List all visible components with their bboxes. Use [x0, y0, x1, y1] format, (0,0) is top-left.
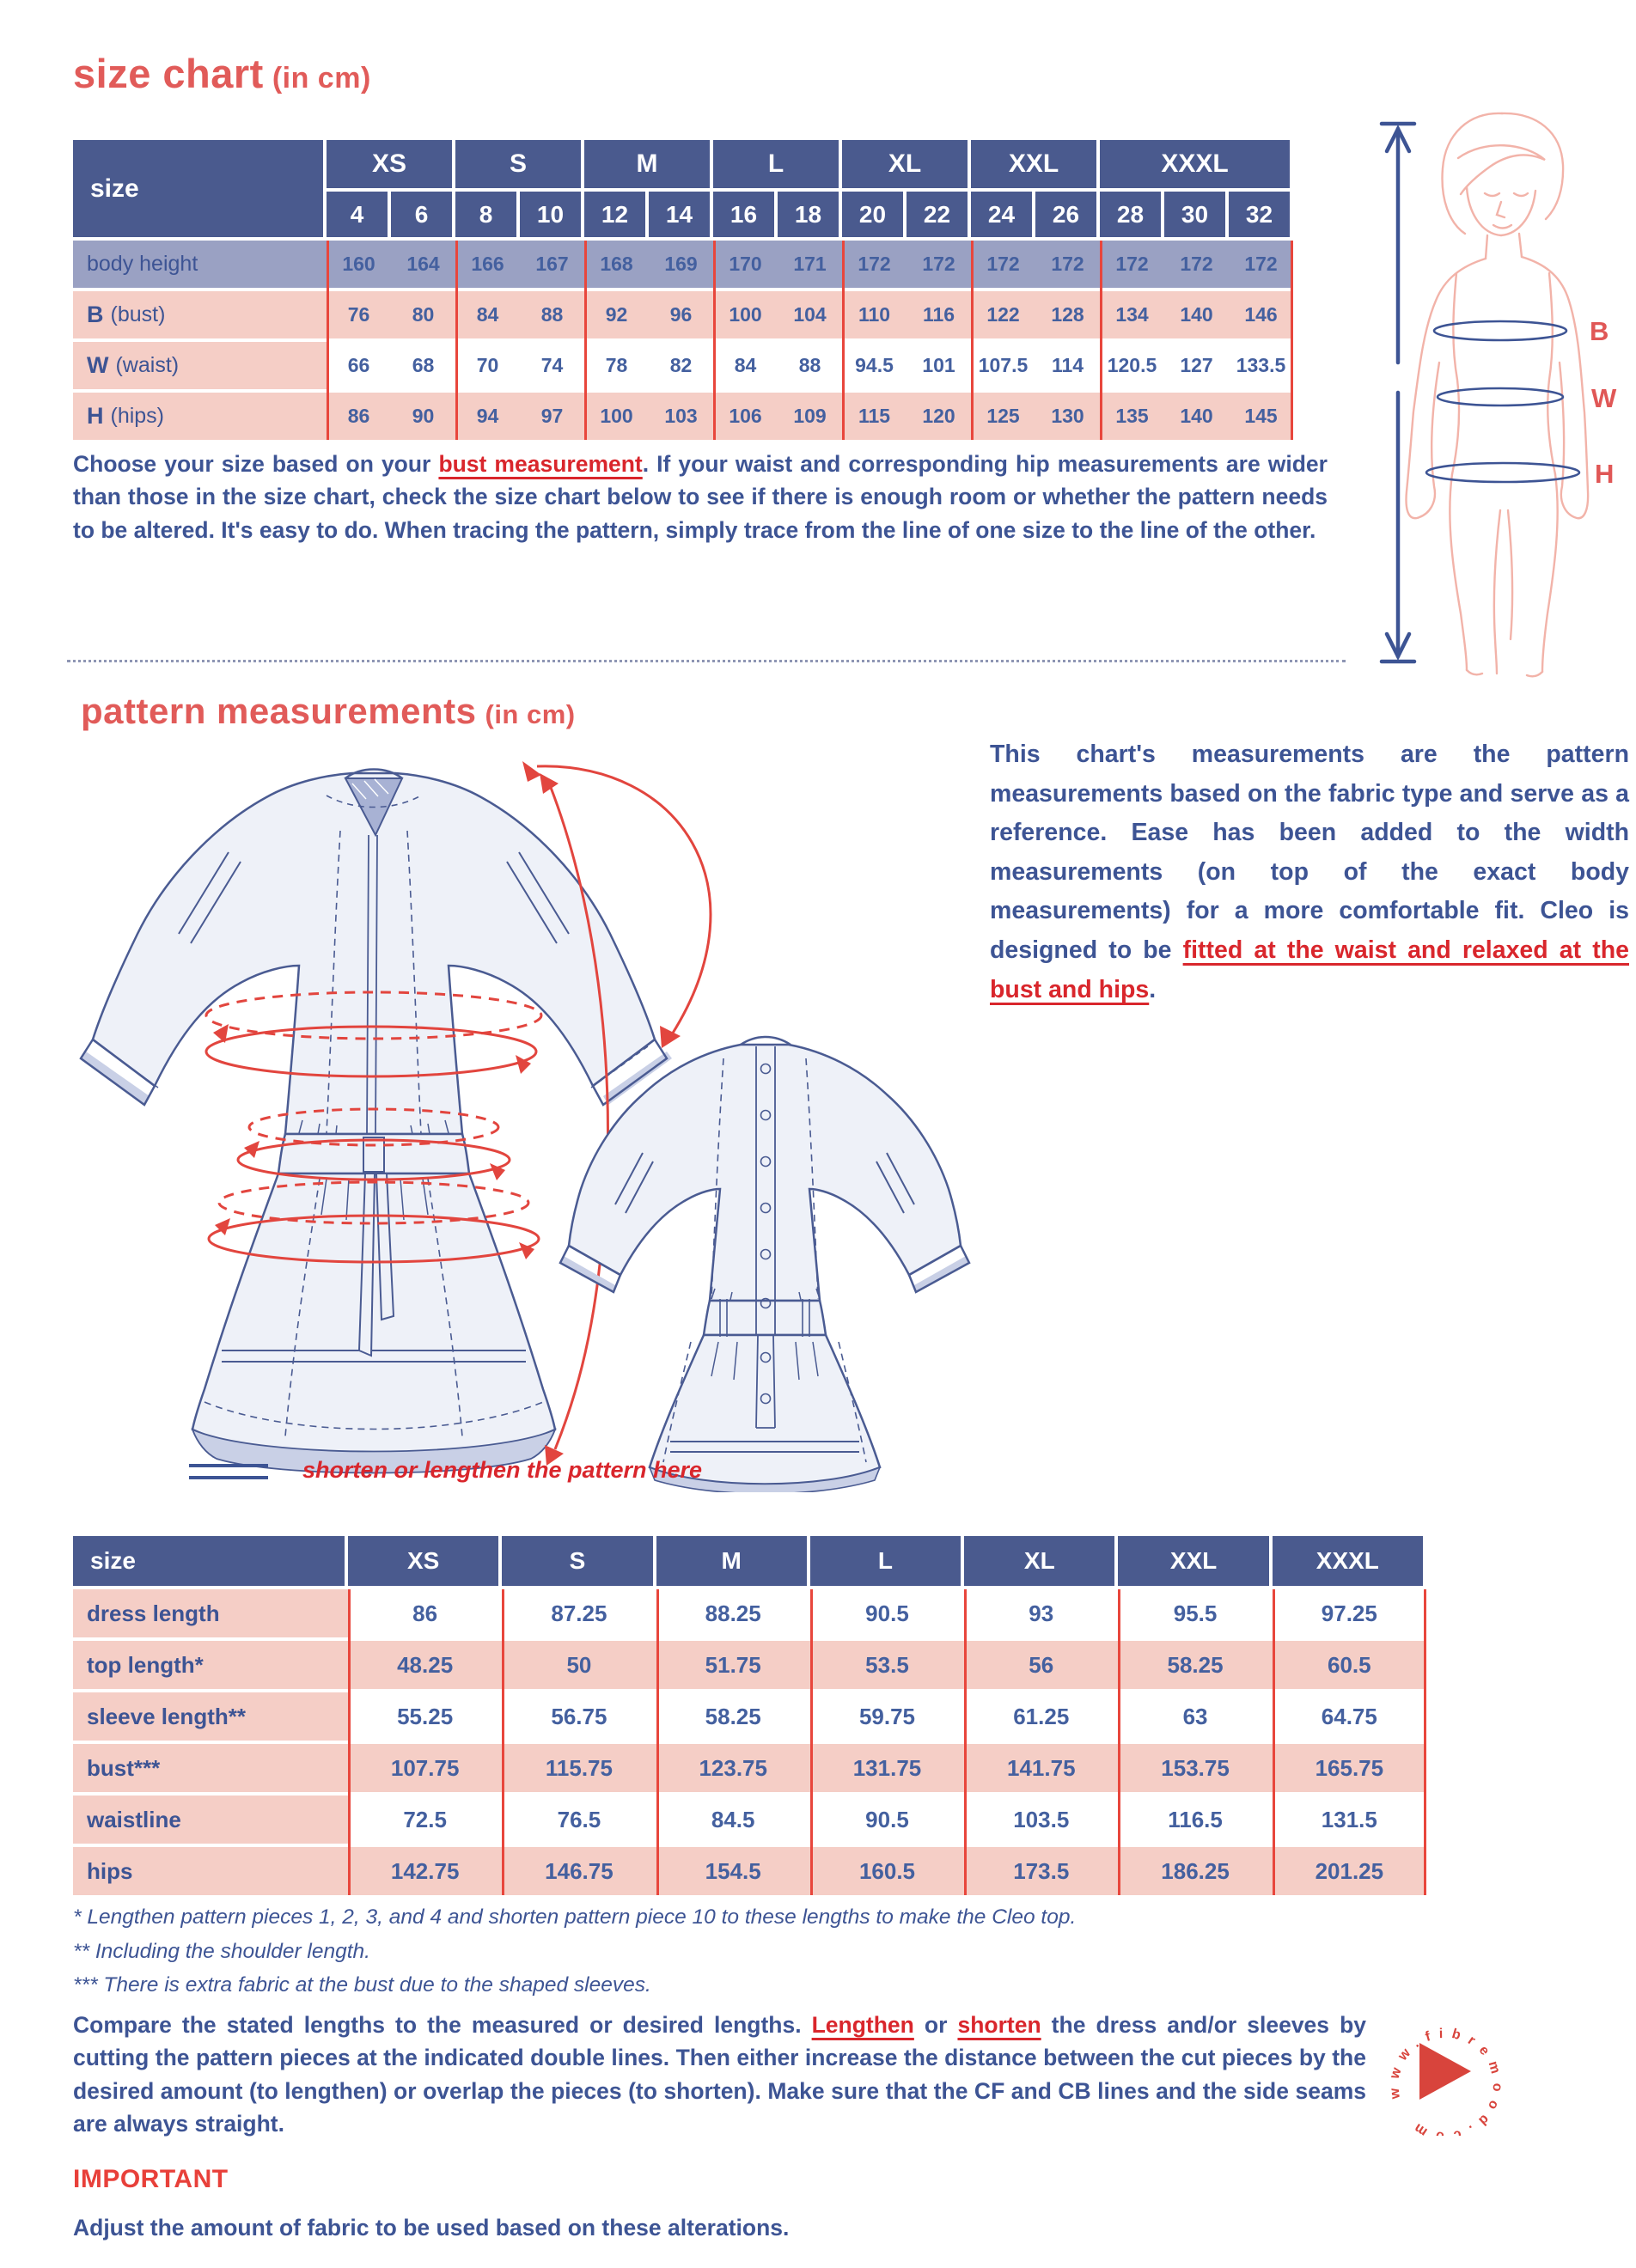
size-chart-corner: size [73, 140, 323, 237]
size-chart-value: 97 [540, 405, 564, 427]
column-separator-line [1273, 1589, 1275, 1895]
bust-label: B [1590, 316, 1611, 346]
size-chart-value: 164 [406, 253, 440, 275]
size-number-header: 32 [1229, 192, 1290, 237]
pattern-table-value: 61.25 [1013, 1703, 1070, 1729]
size-chart-value: 101 [922, 354, 955, 376]
size-chart-value: 169 [664, 253, 698, 275]
dress-technical-drawings [69, 749, 1134, 1492]
size-chart-value: 167 [535, 253, 569, 275]
column-separator-line [810, 1589, 813, 1895]
pattern-table-value: 153.75 [1161, 1754, 1230, 1781]
row-label: W (waist) [73, 342, 327, 389]
body-measurement-figure [1364, 105, 1633, 680]
play-triangle-icon [1419, 2043, 1471, 2100]
size-chart-table [73, 140, 1293, 441]
size-chart-value: 103 [664, 405, 698, 427]
size-chart-value: 135 [1115, 405, 1149, 427]
pattern-table-value: 48.25 [397, 1651, 454, 1678]
size-group-header: XXXL [1100, 140, 1290, 188]
size-chart-value: 133.5 [1236, 354, 1286, 376]
section-divider [67, 660, 1346, 662]
svg-text:www.fibremood.com: www.fibremood.com [1387, 2026, 1504, 2136]
size-chart-value: 90 [412, 405, 435, 427]
pattern-table-value: 142.75 [390, 1857, 460, 1884]
pattern-table-value: 84.5 [711, 1806, 755, 1832]
pattern-table-value: 59.75 [858, 1703, 916, 1729]
important-heading: IMPORTANT [73, 2165, 229, 2193]
size-chart-value: 92 [605, 303, 628, 326]
pattern-table-value: 123.75 [699, 1754, 767, 1781]
pattern-table-value: 116.5 [1168, 1806, 1223, 1832]
size-chart-value: 78 [605, 354, 628, 376]
size-chart-value: 160 [342, 253, 375, 275]
pattern-table-value: 115.75 [545, 1754, 613, 1781]
size-chart-value: 68 [412, 354, 435, 376]
size-chart-value: 114 [1051, 354, 1084, 376]
pattern-table-value: 160.5 [858, 1857, 916, 1884]
size-chart-value: 110 [858, 303, 891, 326]
column-separator-line [1424, 1589, 1426, 1895]
size-chart-value: 109 [793, 405, 827, 427]
pattern-table-row [73, 1641, 1426, 1689]
paragraph-text: Choose your size based on your [73, 451, 439, 477]
row-label: waistline [73, 1796, 348, 1844]
size-number-header: 20 [842, 192, 903, 237]
pattern-table-value: 95.5 [1173, 1600, 1218, 1626]
size-chart-value: 94 [476, 405, 499, 427]
pattern-table-value: 93 [1029, 1600, 1054, 1626]
pattern-size-header: XS [348, 1536, 498, 1586]
pattern-size-header: XXXL [1273, 1536, 1423, 1586]
size-group-header: S [455, 140, 581, 188]
size-chart-value: 166 [471, 253, 504, 275]
pattern-table-value: 50 [566, 1651, 592, 1678]
size-chart-value: 94.5 [855, 354, 894, 376]
pattern-table-value: 146.75 [545, 1857, 614, 1884]
group-separator-line [1100, 241, 1102, 440]
pattern-table-value: 60.5 [1328, 1651, 1371, 1678]
paragraph-text: . [1149, 975, 1157, 1003]
size-chart-value: 168 [600, 253, 633, 275]
paragraph-text: . If your waist and corresponding hip measurements are wider than those in the size chart, check the size chart below to see if there is enough room or whether the pattern needs to be altered. It's easy to do. When tracing the pattern, simply trace from the line of one size to the line of the other. [73, 451, 1328, 543]
group-separator-line [1291, 241, 1293, 440]
shorten-emphasis: shorten [957, 2012, 1041, 2038]
pattern-table-value: 201.25 [1315, 1857, 1384, 1884]
size-chart-row [73, 342, 1293, 389]
size-chart-value: 134 [1115, 303, 1149, 326]
pattern-table-value: 76.5 [557, 1806, 601, 1832]
pattern-table-value: 90.5 [865, 1600, 909, 1626]
pattern-table-value: 88.25 [705, 1600, 761, 1626]
pattern-table-value: 55.25 [397, 1703, 454, 1729]
pattern-table-value: 63 [1182, 1703, 1208, 1729]
size-number-header: 8 [455, 192, 516, 237]
size-chart-value: 100 [600, 405, 633, 427]
pattern-table-value: 72.5 [403, 1806, 447, 1832]
pattern-table-value: 131.5 [1321, 1806, 1377, 1832]
size-chart-value: 96 [669, 303, 693, 326]
group-separator-line [455, 241, 458, 440]
size-chart-value: 172 [1180, 253, 1213, 275]
size-chart-value: 120.5 [1107, 354, 1157, 376]
size-number-header: 14 [649, 192, 710, 237]
footnote: ** Including the shoulder length. [73, 1939, 370, 1963]
pattern-table-value: 107.75 [390, 1754, 460, 1781]
pattern-measurements-title: pattern measurements (in cm) [81, 691, 576, 731]
pattern-table-value: 90.5 [865, 1806, 909, 1832]
bust-measurement-emphasis: bust measurement [438, 451, 643, 477]
size-group-header: L [713, 140, 839, 188]
row-label: top length* [73, 1641, 348, 1689]
important-text: Adjust the amount of fabric to be used based on these alterations. [73, 2215, 790, 2241]
size-chart-value: 172 [858, 253, 891, 275]
size-chart-value: 146 [1244, 303, 1278, 326]
column-separator-line [348, 1589, 351, 1895]
size-chart-value: 82 [669, 354, 693, 376]
shorten-lengthen-legend: shorten or lengthen the pattern here [302, 1457, 703, 1483]
size-chart-value: 115 [858, 405, 891, 427]
size-number-header: 16 [713, 192, 774, 237]
fit-emphasis: fitted at the waist and relaxed at the bust and hips [990, 936, 1629, 1003]
footnote: * Lengthen pattern pieces 1, 2, 3, and 4 and shorten pattern piece 10 to these lengths to make the Cleo top. [73, 1905, 1077, 1929]
size-chart-value: 107.5 [978, 354, 1029, 376]
size-advice-paragraph [73, 448, 1328, 546]
pattern-size-header: M [656, 1536, 807, 1586]
dress-front-illustration [81, 770, 672, 1473]
size-chart-value: 74 [540, 354, 564, 376]
pattern-size-header: XXL [1118, 1536, 1268, 1586]
pattern-table-row [73, 1744, 1426, 1792]
size-chart-value: 84 [734, 354, 757, 376]
row-label: bust*** [73, 1744, 348, 1792]
size-chart-value: 125 [986, 405, 1020, 427]
row-label: B (bust) [73, 291, 327, 338]
pattern-table-value: 53.5 [865, 1651, 909, 1678]
pattern-table-value: 131.75 [852, 1754, 922, 1781]
pattern-size-header: L [810, 1536, 961, 1586]
row-label: dress length [73, 1589, 348, 1637]
pattern-table-value: 64.75 [1321, 1703, 1377, 1729]
pattern-table-value: 97.25 [1321, 1600, 1377, 1626]
pattern-table-value: 141.75 [1007, 1754, 1076, 1781]
size-number-header: 10 [520, 192, 581, 237]
size-chart-value: 172 [922, 253, 955, 275]
pattern-size-header: XL [964, 1536, 1114, 1586]
size-group-header: XS [327, 140, 452, 188]
size-chart-value: 106 [729, 405, 762, 427]
size-group-header: XXL [971, 140, 1096, 188]
size-chart-value: 104 [793, 303, 827, 326]
pattern-table-row [73, 1589, 1426, 1637]
size-chart-value: 116 [922, 303, 955, 326]
pattern-table-row [73, 1692, 1426, 1741]
row-label: body height [73, 241, 327, 288]
group-separator-line [842, 241, 845, 440]
size-chart-value: 127 [1180, 354, 1213, 376]
row-label: sleeve length** [73, 1692, 348, 1741]
size-chart-value: 100 [729, 303, 762, 326]
column-separator-line [502, 1589, 504, 1895]
size-number-header: 28 [1100, 192, 1161, 237]
size-chart-value: 80 [412, 303, 435, 326]
size-chart-value: 128 [1051, 303, 1084, 326]
size-number-header: 18 [778, 192, 839, 237]
paragraph-text: This chart's measurements are the pattern measurements based on the fabric type and serve as a reference. Ease has been added to the width measurements (on top of the exact body measurements) for a more comfortable fit. Cleo is designed to be [990, 741, 1629, 964]
column-separator-line [964, 1589, 967, 1895]
column-separator-line [1118, 1589, 1120, 1895]
size-chart-value: 140 [1180, 303, 1213, 326]
pattern-table-row [73, 1796, 1426, 1844]
size-chart-value: 88 [540, 303, 564, 326]
size-number-header: 6 [391, 192, 452, 237]
dress-back-illustration [560, 1037, 969, 1492]
group-separator-line [971, 241, 974, 440]
waist-label: W [1591, 383, 1619, 413]
size-chart-value: 130 [1051, 405, 1084, 427]
pattern-table-value: 58.25 [705, 1703, 761, 1729]
compare-lengths-paragraph [73, 2009, 1366, 2141]
size-chart-value: 171 [793, 253, 827, 275]
pattern-table-value: 51.75 [705, 1651, 761, 1678]
pattern-table-row [73, 1847, 1426, 1895]
pattern-size-header: S [502, 1536, 652, 1586]
paragraph-text: the dress and/or sleeves by cutting the pattern pieces at the indicated double lines. Then either increase the distance between the cut pieces by the desired amount (to lengthen) or overlap the pieces (to shorten). Make sure that the CF and CB lines and the side seams are always straight. [73, 2012, 1366, 2137]
pattern-table-value: 103.5 [1013, 1806, 1070, 1832]
lengthen-emphasis: Lengthen [811, 2012, 914, 2038]
size-number-header: 24 [971, 192, 1032, 237]
size-chart-value: 172 [1244, 253, 1278, 275]
footnote: *** There is extra fabric at the bust due to the shaped sleeves. [73, 1973, 651, 1997]
size-chart-row [73, 393, 1293, 440]
size-group-header: XL [842, 140, 968, 188]
footnotes [73, 1900, 1362, 2003]
pattern-table-value: 86 [412, 1600, 438, 1626]
pattern-table-value: 56.75 [551, 1703, 607, 1729]
group-separator-line [584, 241, 587, 440]
height-arrow [1382, 124, 1414, 662]
size-number-header: 22 [907, 192, 968, 237]
row-label: H (hips) [73, 393, 327, 440]
size-number-header: 12 [584, 192, 645, 237]
hips-label: H [1595, 459, 1616, 489]
pattern-table-value: 165.75 [1315, 1754, 1384, 1781]
size-chart-value: 172 [1051, 253, 1084, 275]
group-separator-line [327, 241, 329, 440]
size-number-header: 4 [327, 192, 388, 237]
double-line-icon [187, 1460, 270, 1483]
fibremood-logo [1375, 2007, 1504, 2136]
size-group-header: M [584, 140, 710, 188]
measure-ellipses [1426, 321, 1579, 482]
size-chart-value: 122 [986, 303, 1020, 326]
pattern-table-value: 173.5 [1013, 1857, 1070, 1884]
pattern-table-value: 56 [1029, 1651, 1054, 1678]
pattern-table-corner: size [73, 1536, 345, 1586]
pattern-measurements-table [73, 1536, 1426, 1897]
pattern-table-value: 186.25 [1161, 1857, 1230, 1884]
pattern-table-value: 154.5 [705, 1857, 761, 1884]
size-chart-value: 145 [1244, 405, 1278, 427]
paragraph-text: or [913, 2012, 958, 2038]
column-separator-line [656, 1589, 659, 1895]
paragraph-text: Compare the stated lengths to the measured or desired lengths. [73, 2012, 812, 2038]
size-chart-value: 70 [476, 354, 499, 376]
size-chart-value: 172 [986, 253, 1020, 275]
size-chart-value: 76 [347, 303, 370, 326]
size-chart-row [73, 241, 1293, 288]
pattern-table-value: 87.25 [551, 1600, 607, 1626]
size-chart-value: 88 [798, 354, 821, 376]
group-separator-line [713, 241, 716, 440]
size-chart-row [73, 291, 1293, 338]
size-number-header: 26 [1035, 192, 1096, 237]
size-chart-value: 84 [476, 303, 499, 326]
size-chart-value: 120 [922, 405, 955, 427]
pattern-table-value: 58.25 [1167, 1651, 1224, 1678]
size-chart-value: 172 [1115, 253, 1149, 275]
size-chart-value: 86 [347, 405, 370, 427]
row-label: hips [73, 1847, 348, 1895]
size-chart-value: 140 [1180, 405, 1213, 427]
size-number-header: 30 [1164, 192, 1225, 237]
size-chart-title: size chart (in cm) [73, 51, 371, 96]
size-chart-value: 66 [347, 354, 370, 376]
size-chart-value: 170 [729, 253, 762, 275]
